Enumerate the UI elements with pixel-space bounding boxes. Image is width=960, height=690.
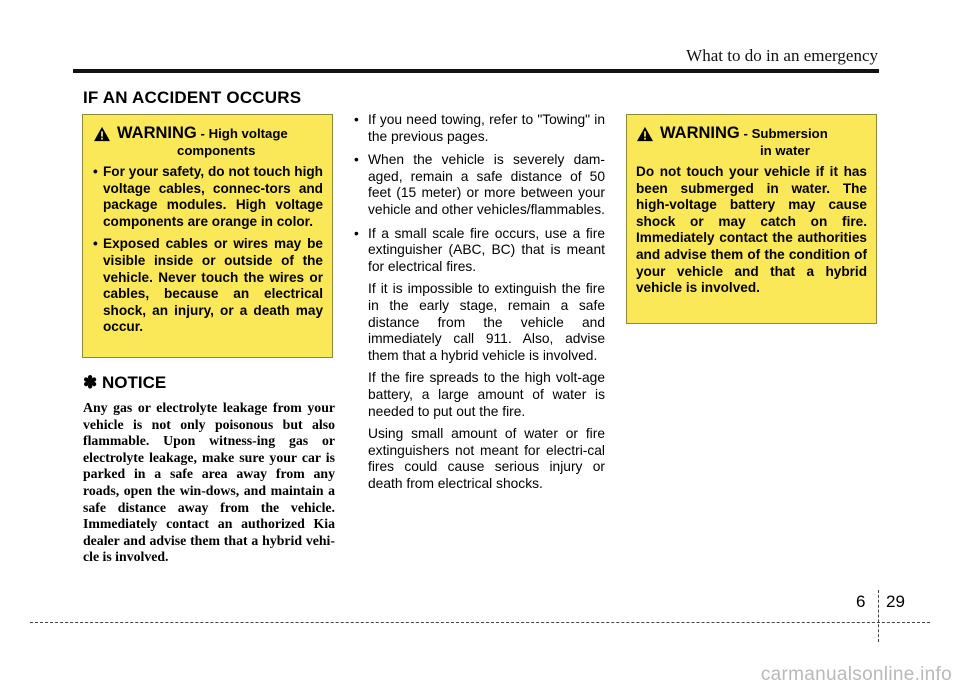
- instructions-list: [354, 112, 605, 492]
- list-item: [354, 226, 605, 493]
- instruction-towing: • If you need towing, refer to "Towing" in the previous pages.: [368, 112, 605, 144]
- warning-header: [93, 123, 323, 158]
- warning-body: Do not touch your vehicle if it has been submerged in water. The high-voltage battery may cause shock or may catch on fire. Immediately contact the authorities and advise them of the condition of your vehicle and that a hybrid vehicle is involved.: [636, 164, 867, 296]
- page-number: 29: [886, 592, 905, 611]
- instruction-battery-fire: If the fire spreads to the high volt-age battery, a large amount of water is needed to put out the fire.: [368, 370, 605, 419]
- notice-title: [83, 373, 166, 393]
- warning-word: WARNING: [117, 124, 197, 142]
- chapter-number: 6: [856, 592, 866, 611]
- watermark: carmanualsonline.info: [760, 664, 952, 685]
- warning-subtitle-continued: components: [177, 143, 256, 158]
- warning-subtitle: - Submersion: [743, 126, 828, 141]
- warning-box-submersion: [626, 114, 877, 324]
- header-rule: [73, 69, 879, 73]
- warning-item: • Exposed cables or wires may be visible inside or outside of the vehicle. Never touch the wires or cables, because an electrical shock, an injury, or a death may occur.: [93, 236, 323, 336]
- warning-subtitle: - High voltage: [200, 126, 288, 141]
- running-header: What to do in an emergency: [686, 46, 878, 65]
- instruction-shock-risk: Using small amount of water or fire extinguishers not meant for electri-cal fires could cause serious injury or death from electrical shocks.: [368, 426, 605, 491]
- list-item: [354, 152, 605, 218]
- notice-body: Any gas or electrolyte leakage from your vehicle is not only poisonous but also flammable. Upon witness-ing gas or electrolyte leakage, make sure your car is parked in a safe area away from any roads, open the win-dows, and maintain a safe distance away from the vehicle. Immediately contact an authorized Kia dealer and advise them that a hybrid vehi-cle is involved.: [83, 400, 335, 565]
- instruction-fire: • If a small scale fire occurs, use a fire extinguisher (ABC, BC) that is meant for electrical fires.: [368, 225, 605, 274]
- warning-box-high-voltage: [82, 114, 333, 358]
- warning-subtitle-continued: in water: [760, 143, 810, 158]
- section-title: IF AN ACCIDENT OCCURS: [83, 88, 302, 107]
- instruction-fire-escalate: If it is impossible to extinguish the fire in the early stage, remain a safe distance from the vehicle and immediately call 911. Also, advise them that a hybrid vehicle is involved.: [368, 281, 605, 363]
- footer-rule: [30, 622, 930, 623]
- warning-header: [636, 123, 867, 158]
- notice-icon: ✽: [83, 373, 98, 392]
- warning-triangle-icon: [93, 126, 111, 142]
- warning-item: • For your safety, do not touch high voltage cables, connec-tors and package modules. High voltage components are orange in color.: [93, 164, 323, 230]
- warning-list: [93, 164, 323, 336]
- list-item: [354, 112, 605, 145]
- page-number-divider: [878, 590, 879, 642]
- instruction-safe-distance: • When the vehicle is severely dam-aged, remain a safe distance of 50 feet (15 meter) or more between your vehicle and other vehicles/flammables.: [368, 152, 605, 217]
- warning-triangle-icon: [636, 126, 654, 142]
- warning-word: WARNING: [660, 124, 740, 142]
- notice-title-text: NOTICE: [101, 373, 167, 392]
- middle-column: [354, 112, 605, 499]
